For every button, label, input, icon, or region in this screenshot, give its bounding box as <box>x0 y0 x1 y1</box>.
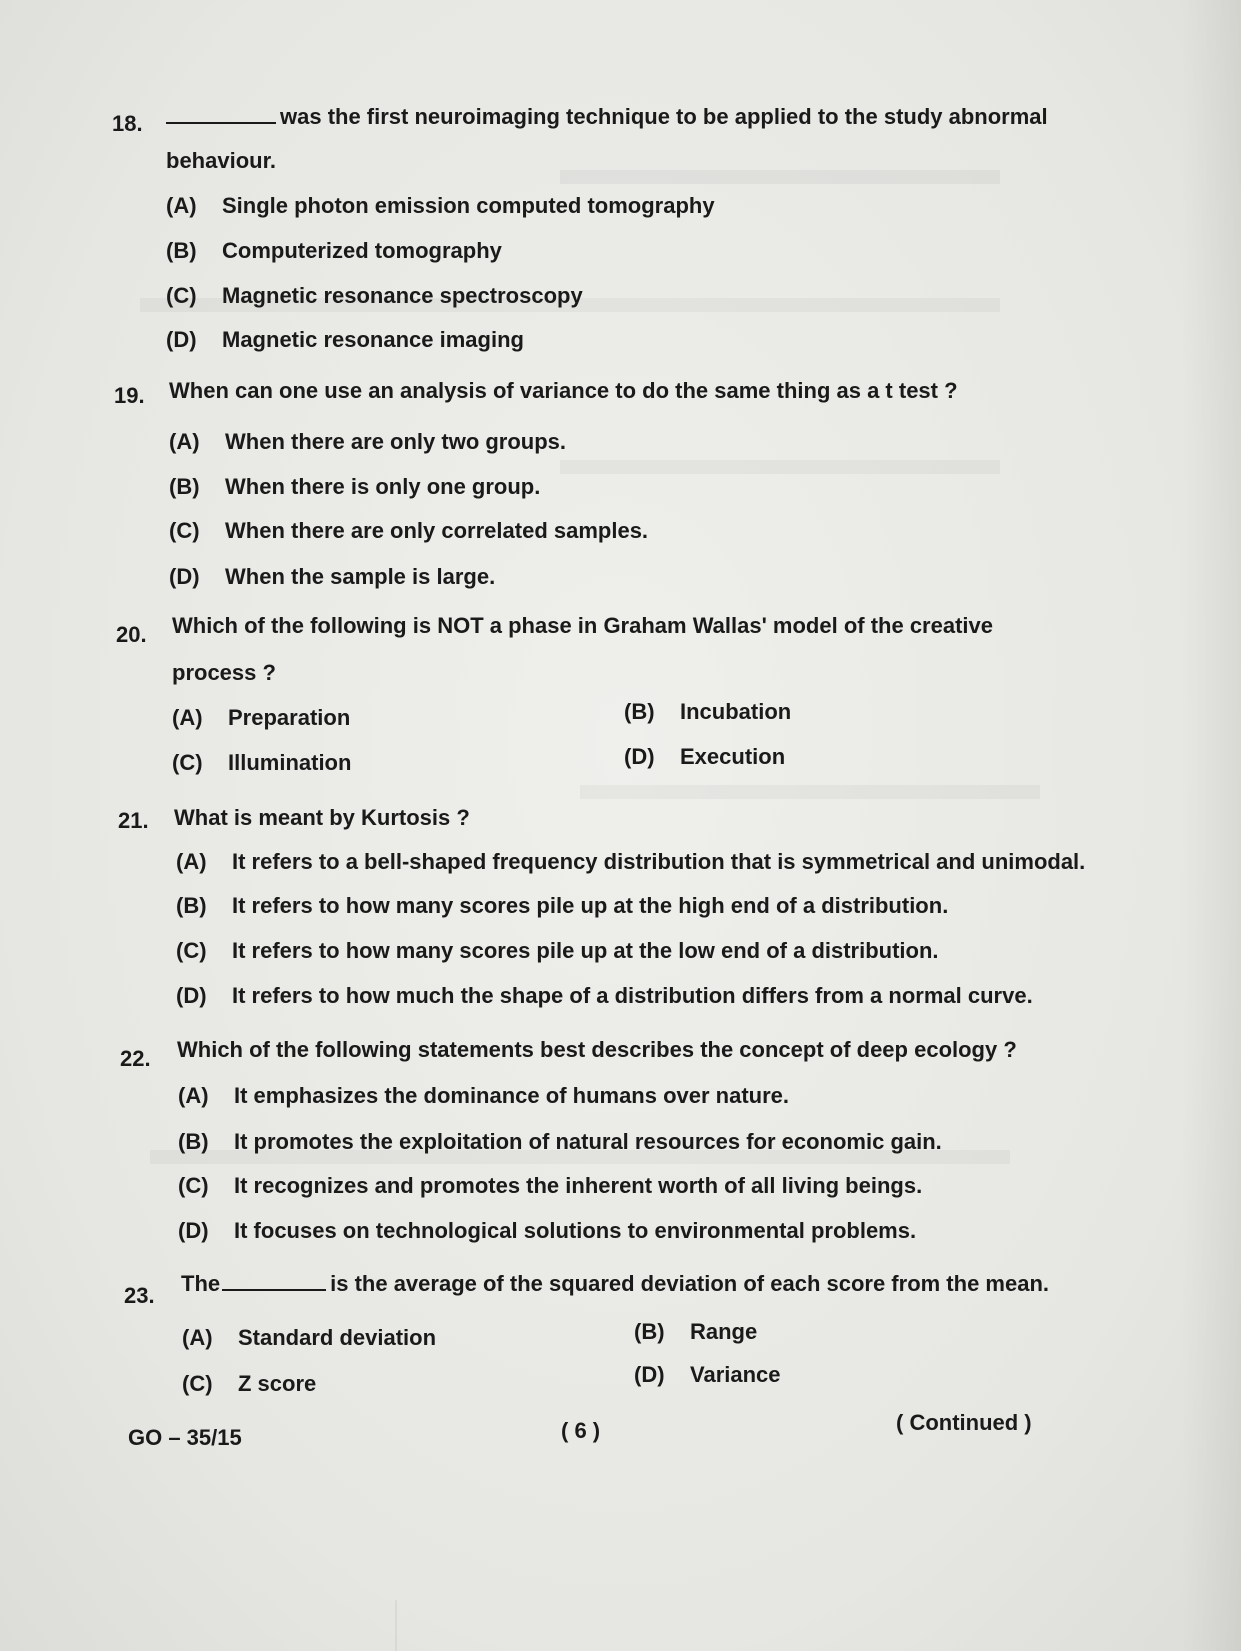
bleed-through <box>580 785 1040 799</box>
option-21-c <box>176 938 939 964</box>
option-text: Variance <box>690 1362 781 1387</box>
option-22-b <box>178 1129 942 1155</box>
question-stem <box>166 104 1048 130</box>
option-text: When there is only one group. <box>225 474 541 499</box>
question-text: Which of the following is NOT a phase in Graham Wallas' model of the creative <box>172 613 993 638</box>
option-23-c <box>182 1371 316 1397</box>
question-text: What is meant by Kurtosis ? <box>174 805 470 830</box>
option-label: (D) <box>166 327 197 352</box>
option-text: Computerized tomography <box>222 238 502 263</box>
option-label: (D) <box>176 983 207 1008</box>
option-label: (A) <box>178 1083 209 1108</box>
option-text: It emphasizes the dominance of humans over nature. <box>234 1083 790 1108</box>
option-label: (C) <box>172 750 203 775</box>
bleed-through <box>560 170 1000 184</box>
option-label: (B) <box>624 699 655 724</box>
option-label: (A) <box>182 1325 213 1350</box>
option-text: Illumination <box>228 750 352 775</box>
continued-label: ( Continued ) <box>896 1410 1032 1435</box>
option-label: (B) <box>166 238 197 263</box>
option-text: Single photon emission computed tomography <box>222 193 715 218</box>
option-text: When the sample is large. <box>225 564 496 589</box>
question-number: 18. <box>112 111 143 136</box>
fill-blank <box>166 104 276 124</box>
option-text: Z score <box>238 1371 317 1396</box>
option-19-a <box>169 429 566 455</box>
option-text: Range <box>690 1319 758 1344</box>
option-19-d <box>169 564 495 590</box>
option-label: (B) <box>169 474 200 499</box>
option-18-a <box>166 193 715 219</box>
option-label: (A) <box>166 193 197 218</box>
option-label: (A) <box>176 849 207 874</box>
question-text: was the first neuroimaging technique to be applied to the study abnormal <box>280 104 1048 129</box>
option-23-b <box>634 1319 757 1345</box>
option-label: (B) <box>634 1319 665 1344</box>
option-18-d <box>166 327 524 353</box>
option-label: (C) <box>182 1371 213 1396</box>
option-text: When there are only two groups. <box>225 429 567 454</box>
scan-shadow <box>1181 0 1241 1651</box>
option-label: (C) <box>176 938 207 963</box>
option-text: It refers to a bell-shaped frequency distribution that is symmetrical and unimodal. <box>232 849 1086 874</box>
question-text: The <box>181 1271 221 1296</box>
bleed-through <box>560 460 1000 474</box>
option-label: (A) <box>169 429 200 454</box>
option-text: It focuses on technological solutions to environmental problems. <box>234 1218 917 1243</box>
option-label: (D) <box>178 1218 209 1243</box>
option-text: When there are only correlated samples. <box>225 518 649 543</box>
option-text: It refers to how much the shape of a distribution differs from a normal curve. <box>232 983 1033 1008</box>
question-text: Which of the following statements best describes the concept of deep ecology ? <box>177 1037 1017 1062</box>
option-label: (C) <box>166 283 197 308</box>
option-text: Incubation <box>680 699 792 724</box>
option-text: It recognizes and promotes the inherent worth of all living beings. <box>234 1173 923 1198</box>
question-number: 23. <box>124 1283 155 1308</box>
option-21-d <box>176 983 1033 1009</box>
question-text: When can one use an analysis of variance to do the same thing as a t test ? <box>169 378 958 403</box>
option-text: It promotes the exploitation of natural resources for economic gain. <box>234 1129 942 1154</box>
option-text: It refers to how many scores pile up at the high end of a distribution. <box>232 893 949 918</box>
option-18-c <box>166 283 583 309</box>
option-label: (D) <box>624 744 655 769</box>
option-23-d <box>634 1362 781 1388</box>
option-text: It refers to how many scores pile up at the low end of a distribution. <box>232 938 939 963</box>
option-21-b <box>176 893 948 919</box>
option-18-b <box>166 238 502 264</box>
question-number: 21. <box>118 808 149 833</box>
question-text: is the average of the squared deviation of each score from the mean. <box>330 1271 1050 1296</box>
fill-blank <box>222 1271 326 1291</box>
option-text: Preparation <box>228 705 351 730</box>
option-text: Standard deviation <box>238 1325 437 1350</box>
question-number: 19. <box>114 383 145 408</box>
option-23-a <box>182 1325 436 1351</box>
question-number: 22. <box>120 1046 151 1071</box>
question-continuation: process ? <box>172 660 276 685</box>
paper-code: GO – 35/15 <box>128 1425 242 1450</box>
option-22-a <box>178 1083 789 1109</box>
question-stem <box>181 1271 1049 1297</box>
option-label: (C) <box>169 518 200 543</box>
option-20-a <box>172 705 350 731</box>
option-text: Magnetic resonance spectroscopy <box>222 283 583 308</box>
option-21-a <box>176 849 1085 875</box>
scan-artifact <box>395 1600 397 1651</box>
question-number: 20. <box>116 622 147 647</box>
page-number: ( 6 ) <box>561 1418 601 1443</box>
option-19-c <box>169 518 648 544</box>
option-20-b <box>624 699 791 725</box>
option-22-d <box>178 1218 916 1244</box>
option-text: Execution <box>680 744 786 769</box>
option-label: (C) <box>178 1173 209 1198</box>
option-label: (D) <box>634 1362 665 1387</box>
question-continuation: behaviour. <box>166 148 277 173</box>
option-22-c <box>178 1173 922 1199</box>
option-label: (B) <box>178 1129 209 1154</box>
option-20-c <box>172 750 351 776</box>
option-text: Magnetic resonance imaging <box>222 327 524 352</box>
option-20-d <box>624 744 785 770</box>
option-label: (B) <box>176 893 207 918</box>
option-label: (D) <box>169 564 200 589</box>
option-label: (A) <box>172 705 203 730</box>
option-19-b <box>169 474 540 500</box>
